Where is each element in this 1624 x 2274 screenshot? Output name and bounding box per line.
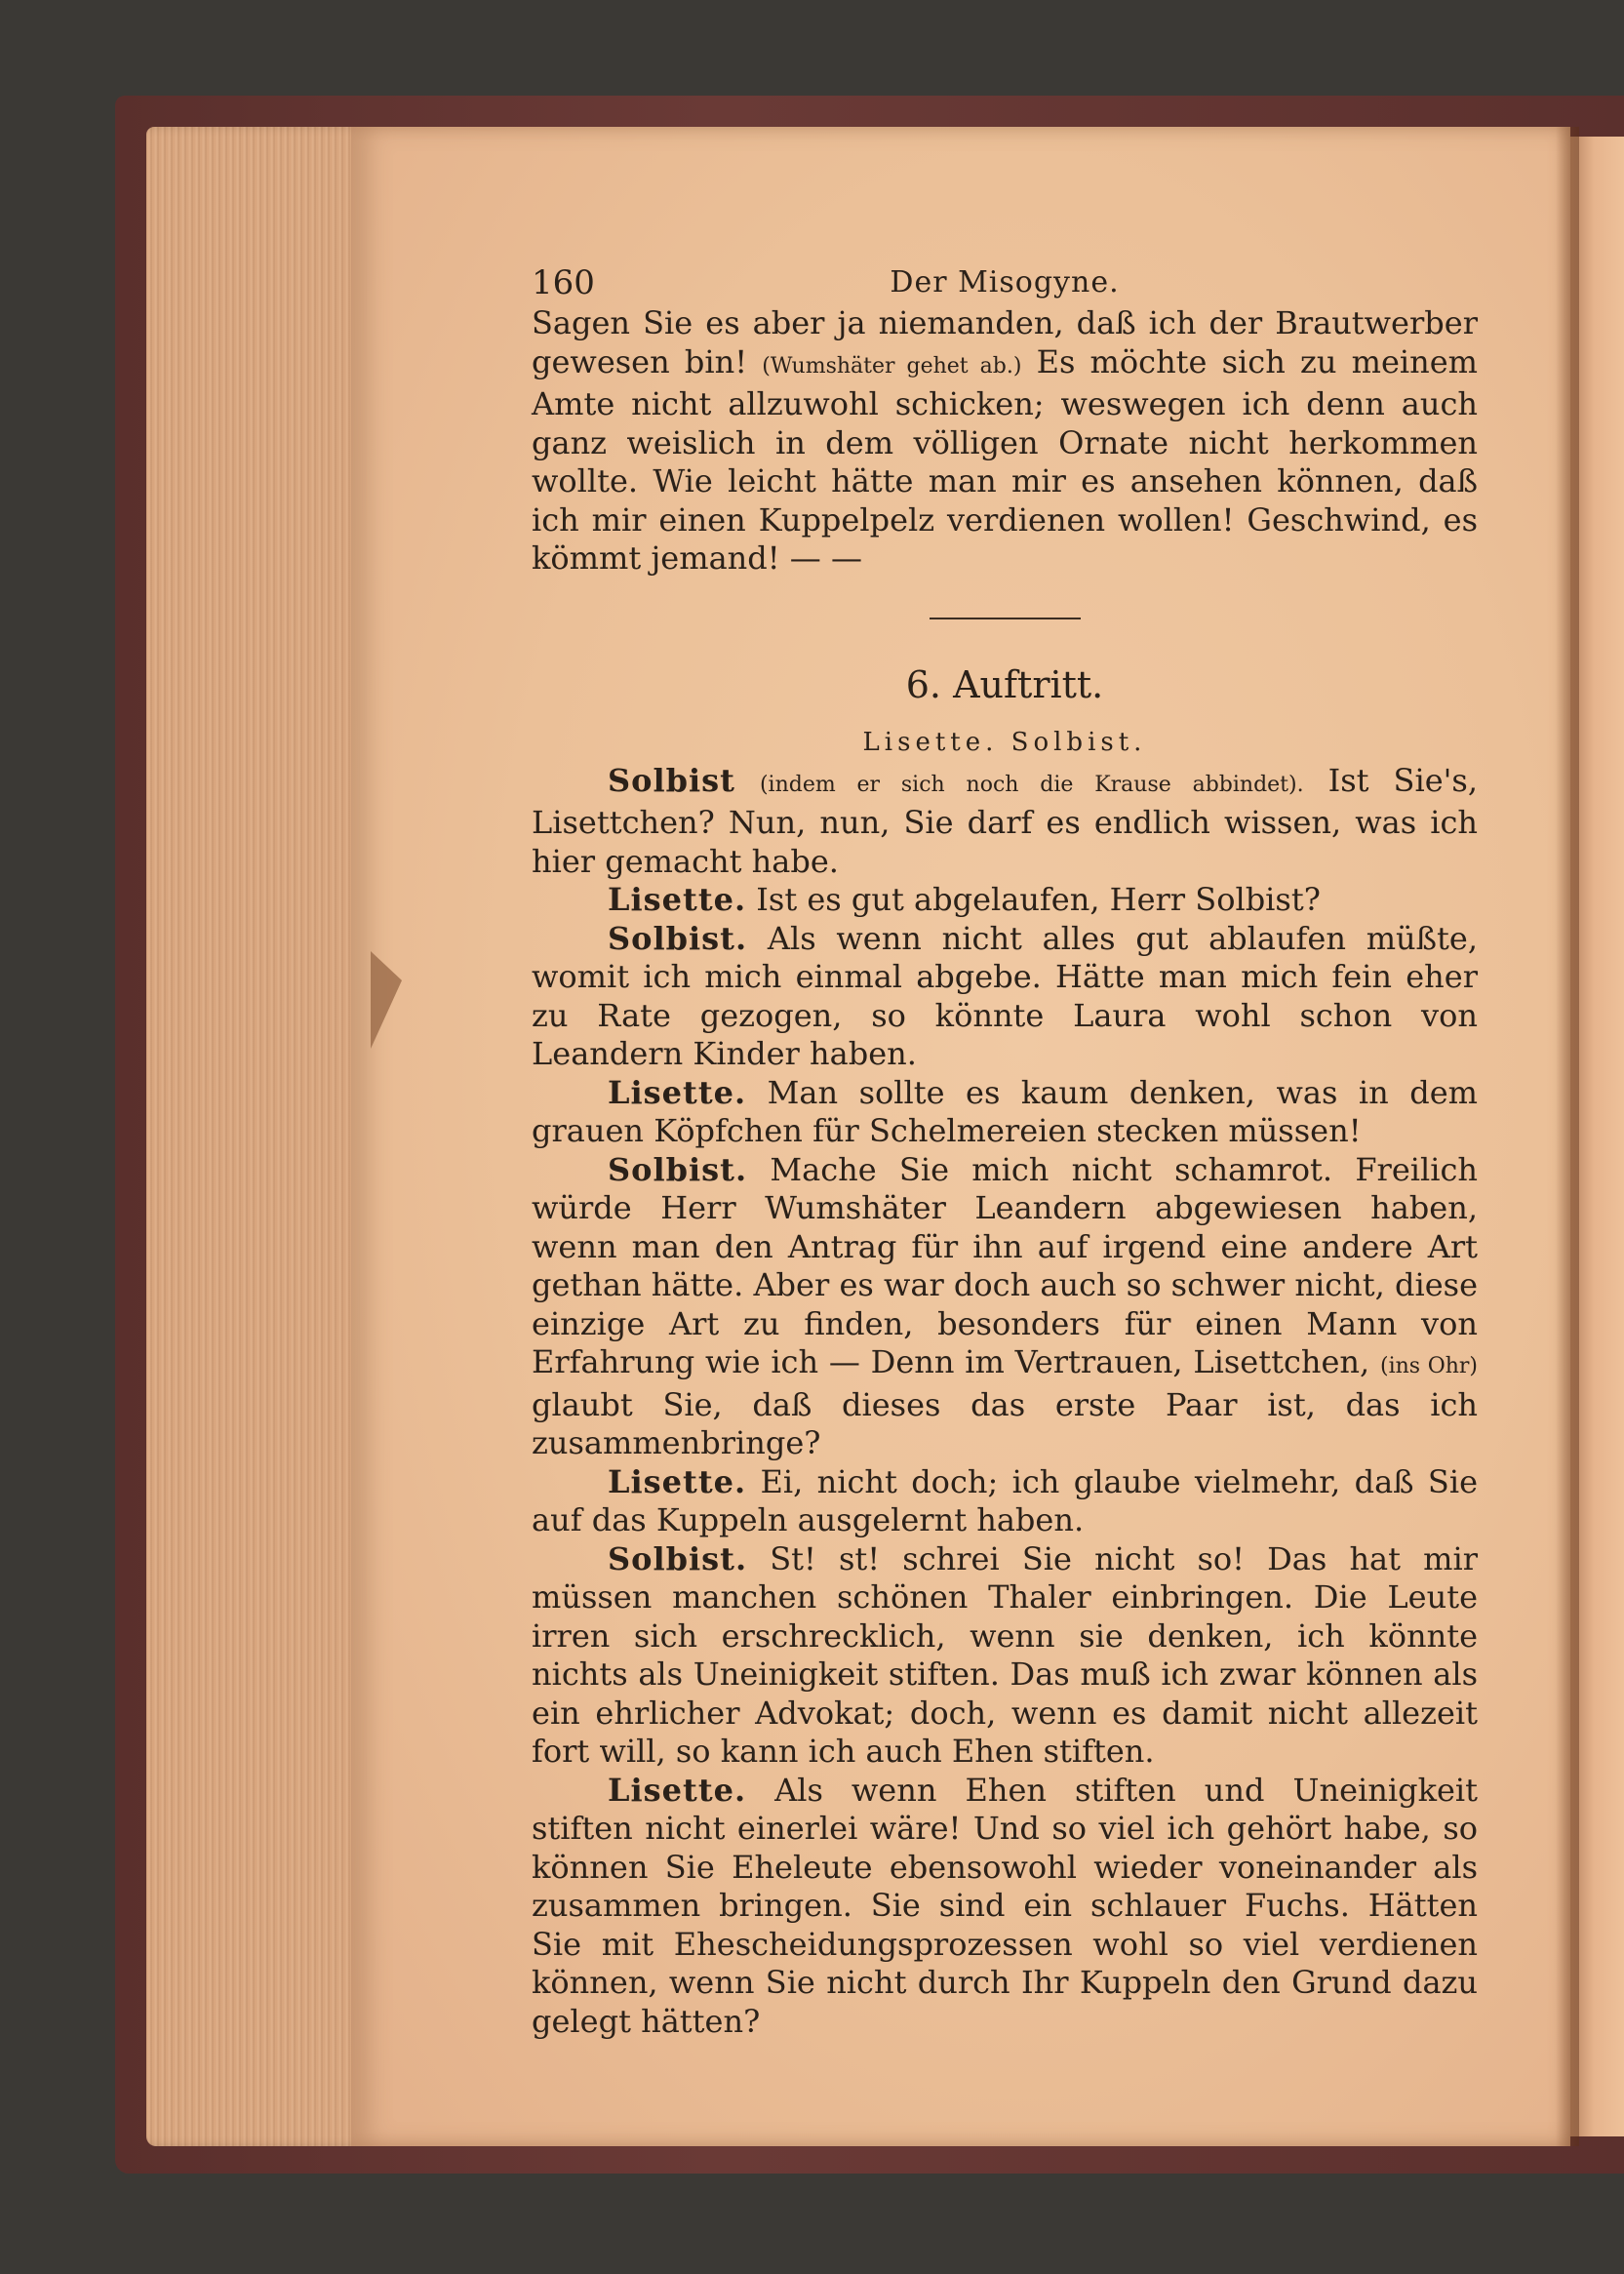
dialogue-text: St! st! schrei Sie nicht so! Das hat mir müssen manchen schönen Thaler einbringen. Die Leute irren sich erschrecklich, wenn sie denken, ich könnte nichts als Uneinigkeit stiften. Das muß ich zwar können als ein ehrlicher Advokat; doch, wenn es damit nicht allezeit fort will, so kann ich auch Ehen stiften. [532, 1539, 1478, 1770]
dialogue-text: Ist Sie's, Lisettchen? Nun, nun, Sie darf es endlich wissen, was ich hier gemacht habe. [532, 761, 1479, 880]
dialogue-line [532, 762, 1478, 882]
dialogue-line [532, 920, 1478, 1074]
speaker-name: Solbist. [608, 1539, 748, 1577]
gutter-shadow [1556, 127, 1579, 2146]
dialogue-text: Mache Sie mich nicht schamrot. Freilich würde Herr Wumshäter Leandern abgewiesen haben, wenn man den Antrag für ihn auf irgend eine andere Art gethan hätte. Aber es war doch auch so schwer nicht, diese einzige Art zu finden, besonders für einen Mann von Erfahrung wie ich — Denn im Vertrauen, Lisettchen, [532, 1150, 1479, 1380]
bookmark-ribbon [371, 951, 402, 1049]
stage-direction: (indem er sich noch die Krause abbindet). [759, 772, 1304, 797]
speaker-name: Solbist. [608, 1150, 748, 1188]
dialogue-text: Man sollte es kaum denken, was in dem grauen Köpfchen für Schelmereien stecken müssen! [532, 1073, 1479, 1149]
stage-direction: (ins Ohr) [1380, 1354, 1479, 1378]
cast-list: Lisette. Solbist. [862, 727, 1147, 757]
dialogue-line [532, 1772, 1478, 2042]
page-number: 160 [532, 263, 595, 302]
dialogue-text: Ei, nicht doch; ich glaube vielmehr, daß Sie auf das Kuppeln ausgelernt haben. [532, 1462, 1479, 1538]
dialogue-text: Als wenn nicht alles gut ablaufen müßte, womit ich mich einmal abgebe. Hätte man mich fein eher zu Rate gezogen, so könnte Laura wohl schon von Leandern Kinder haben. [532, 919, 1479, 1072]
running-title: Der Misogyne. [890, 265, 1120, 299]
speaker-name: Lisette. [608, 881, 747, 918]
opening-paragraph [532, 304, 1478, 578]
dialogue-line [532, 881, 1478, 920]
page-content [532, 256, 1478, 2041]
dialogue-text: Ist es gut abgelaufen, Herr Solbist? [756, 881, 1321, 918]
dialogue-line [532, 1151, 1478, 1463]
dialogue-line [532, 1540, 1478, 1772]
speaker-name: Solbist [608, 761, 735, 799]
speaker-name: Lisette. [608, 1771, 747, 1809]
scene-title: 6. Auftritt. [905, 662, 1104, 706]
opening-text-a: Sagen Sie es aber ja niemanden, daß ich der Brautwerber gewesen bin! [532, 304, 1478, 380]
dialogue-line [532, 1074, 1478, 1151]
stage-direction: (Wumshäter gehet ab.) [762, 353, 1022, 379]
speaker-name: Lisette. [608, 1462, 747, 1500]
dialogue-line [532, 1463, 1478, 1540]
section-divider [930, 618, 1081, 619]
speaker-name: Lisette. [608, 1073, 747, 1111]
speaker-name: Solbist. [608, 919, 748, 957]
dialogue-text: Als wenn Ehen stiften und Uneinigkeit stiften nicht einerlei wäre! Und so viel ich gehört habe, so können Sie Eheleute ebensowohl wieder voneinander als zusammen bringen. Sie sind ein schlauer Fuchs. Hätten Sie mit Ehescheidungsprozessen wohl so viel verdienen können, wenn Sie nicht durch Ihr Kuppeln den Grund dazu gelegt hätten? [532, 1771, 1479, 2040]
running-head [532, 256, 1478, 304]
opening-text-b: Es möchte sich zu meinem Amte nicht allzuwohl schicken; weswegen ich denn auch ganz weislich in dem völligen Ornate nicht herkommen wollte. Wie leicht hätte man mir es ansehen können, daß ich mir einen Kuppelpelz verdienen wollen! Geschwind, es kömmt jemand! — — [532, 342, 1479, 577]
dialogue-text-continued: glaubt Sie, daß dieses das erste Paar ist, das ich zusammenbringe? [532, 1385, 1478, 1461]
